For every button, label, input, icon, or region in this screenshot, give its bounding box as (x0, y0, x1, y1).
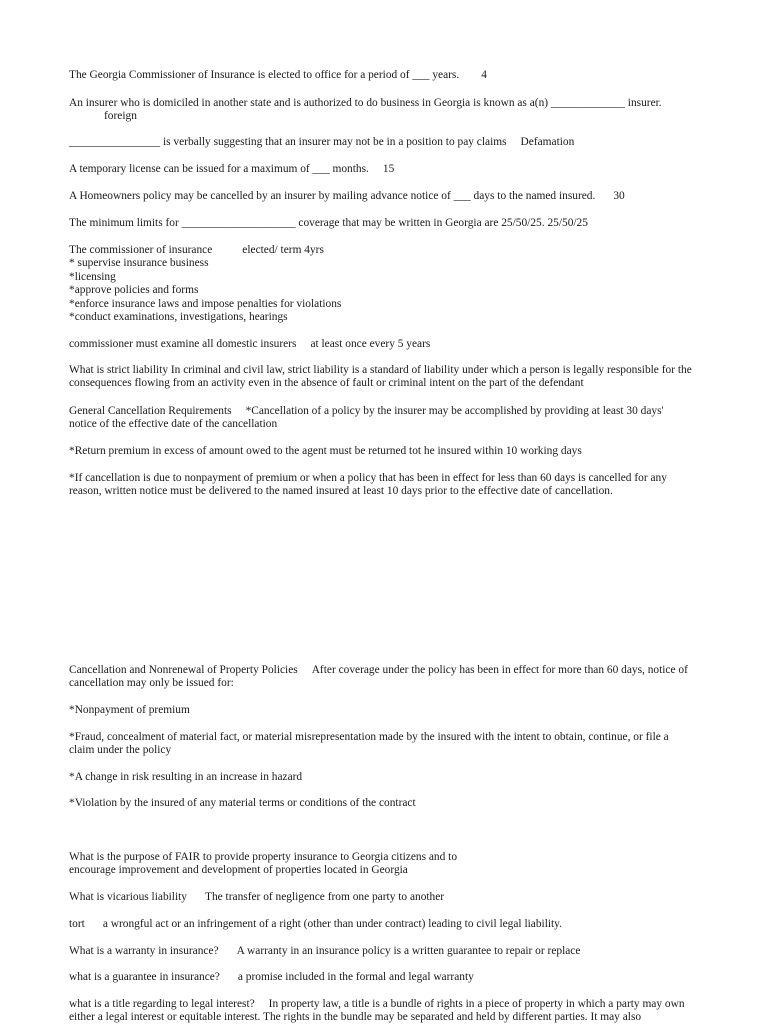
fair-purpose (69, 851, 694, 878)
commissioner-duties (69, 244, 694, 324)
list-item: *conduct examinations, investigations, hearings (69, 311, 288, 324)
paragraph-text: What is strict liability In criminal and civil law, strict liability is a standard of liability under which a person is legally responsible for the consequences flowing from an activity even in the absence of fault or criminal intent on the part of the defendant (69, 364, 692, 390)
question-defamation (69, 136, 694, 149)
risk-change-item (69, 771, 694, 784)
term-text: What is vicarious liability (69, 891, 187, 903)
title-definition (69, 998, 694, 1025)
paragraph-text: *Violation by the insured of any material terms or conditions of the contract (69, 797, 416, 809)
answer-text: foreign (104, 110, 137, 123)
question-foreign-insurer (69, 97, 694, 124)
question-commissioner-term (69, 69, 694, 82)
paragraph-line: encourage improvement and development of properties located in Georgia (69, 864, 408, 877)
answer-text: Defamation (520, 136, 575, 148)
term-text: what is a title regarding to legal interest? (69, 998, 255, 1010)
cancellation-nonpayment (69, 472, 694, 499)
warranty-definition (69, 945, 694, 958)
general-cancellation (69, 405, 694, 432)
paragraph-text: *A change in risk resulting in an increase in hazard (69, 771, 303, 783)
term-text: commissioner must examine all domestic insurers (69, 338, 297, 350)
term-text: Cancellation and Nonrenewal of Property Policies (69, 664, 298, 676)
answer-text: a promise included in the formal and legal warranty (237, 971, 474, 983)
term-text: what is a guarantee in insurance? (69, 971, 220, 983)
paragraph-text: *If cancellation is due to nonpayment of premium or when a policy that has been in effect for less than 60 days is cancelled for any reason, written notice must be delivered to the named insured at least 10 days prior to the effective date of cancellation. (69, 472, 667, 498)
answer-text: a wrongful act or an infringement of a right (other than under contract) leading to civil legal liability. (102, 918, 562, 930)
question-text: An insurer who is domiciled in another state and is authorized to do business in Georgia is known as a(n) _____________ insurer. (69, 97, 662, 109)
list-item: *approve policies and forms (69, 284, 199, 297)
list-item: * supervise insurance business (69, 257, 209, 270)
term-text: tort (69, 918, 85, 930)
violation-item (69, 797, 694, 810)
term-text: The commissioner of insurance (69, 244, 213, 256)
question-temporary-license (69, 163, 694, 176)
answer-text: 4 (481, 69, 487, 81)
answer-text: *Cancellation of a policy by the insurer may be accomplished by providing at least 30 days' notice of the effective date of the cancellation (69, 405, 664, 431)
list-item: *enforce insurance laws and impose penalties for violations (69, 297, 342, 310)
answer-text: 30 (613, 190, 625, 202)
question-homeowners-cancel (69, 190, 694, 203)
answer-text: The transfer of negligence from one party to another (205, 891, 445, 903)
return-premium (69, 445, 694, 458)
question-text: The minimum limits for ____________________ coverage that may be written in Georgia are 25/50/25. (69, 217, 545, 229)
answer-text: In property law, a title is a bundle of rights in a piece of property in which a party may own either a legal interest or equitable interest. The rights in the bundle may be separated and held by different parties. It may also (69, 998, 685, 1024)
nonpayment-item (69, 704, 694, 717)
question-minimum-limits (69, 217, 694, 230)
answer-text: at least once every 5 years (310, 338, 431, 350)
question-text: The Georgia Commissioner of Insurance is elected to office for a period of ___ years. (69, 69, 460, 81)
guarantee-definition (69, 971, 694, 984)
vicarious-liability (69, 891, 694, 904)
strict-liability (69, 364, 694, 391)
tort-definition (69, 918, 694, 931)
question-text: A Homeowners policy may be cancelled by an insurer by mailing advance notice of ___ days to the named insured. (69, 190, 596, 202)
answer-text: After coverage under the policy has been in effect for more than 60 days, notice of cancellation may only be issued for: (69, 664, 688, 690)
answer-text: elected/ term 4yrs (242, 244, 324, 256)
paragraph-text: *Return premium in excess of amount owed to the agent must be returned tot he insured within 10 working days (69, 445, 582, 457)
property-policies-cancellation (69, 664, 694, 691)
fraud-item (69, 731, 694, 758)
term-text: What is a warranty in insurance? (69, 945, 219, 957)
question-text: A temporary license can be issued for a maximum of ___ months. (69, 163, 369, 175)
domestic-insurer-exam (69, 338, 694, 351)
paragraph-text: *Nonpayment of premium (69, 704, 190, 716)
list-item: *licensing (69, 270, 116, 283)
term-text: General Cancellation Requirements (69, 405, 232, 417)
answer-text: 15 (382, 163, 395, 175)
question-text: ________________ is verbally suggesting that an insurer may not be in a position to pay claims (69, 136, 507, 148)
answer-text: 25/50/25 (547, 217, 588, 229)
answer-text: A warranty in an insurance policy is a written guarantee to repair or replace (236, 945, 581, 957)
paragraph-text: *Fraud, concealment of material fact, or material misrepresentation made by the insured with the intent to obtain, continue, or file a claim under the policy (69, 731, 669, 757)
paragraph-line: What is the purpose of FAIR to provide property insurance to Georgia citizens and to (69, 851, 458, 863)
